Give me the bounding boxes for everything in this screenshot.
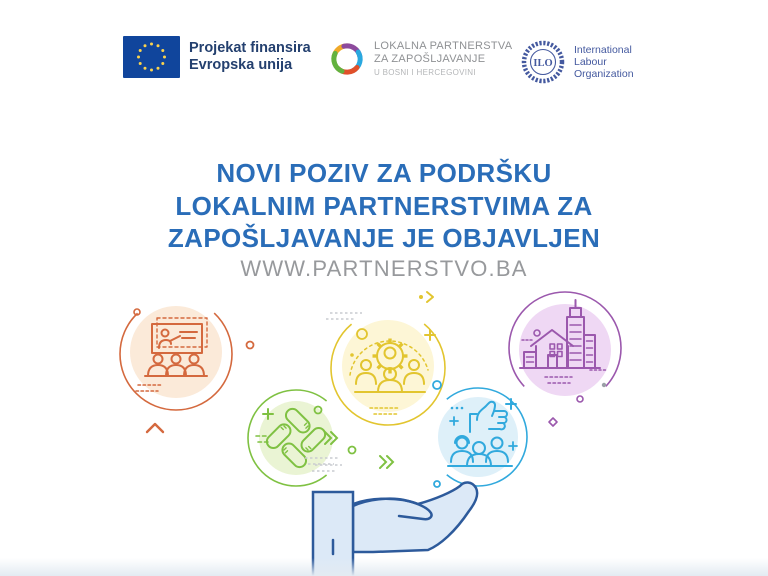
lpz-logo-line1: LOKALNA PARTNERSTVA	[374, 40, 513, 52]
city-buildings-icon	[509, 292, 621, 426]
ilo-emblem-icon	[521, 40, 565, 84]
lpz-logo	[327, 36, 512, 82]
giving-hand-icon	[312, 465, 477, 576]
eu-logo-line2: Evropska unija	[189, 57, 293, 73]
eu-flag-icon	[123, 36, 180, 78]
lpz-star-icon	[327, 36, 367, 82]
teamwork-gear-icon	[326, 292, 445, 425]
lpz-logo-line3: U BOSNI I HERCEGOVINI	[374, 68, 476, 77]
website-url: WWW.PARTNERSTVO.BA	[240, 256, 528, 281]
eu-logo-line1: Projekat finansira	[189, 40, 311, 56]
lpz-logo-line2: ZA ZAPOŠLJAVANJE	[374, 53, 486, 65]
ilo-logo-line2: Labour	[574, 56, 607, 68]
headline-line2: LOKALNIM PARTNERSTVIMA ZA	[175, 190, 593, 221]
thumbs-up-people-icon	[429, 381, 527, 487]
headline-line3: ZAPOŠLJAVANJE JE OBJAVLJEN	[167, 223, 601, 253]
ilo-logo-line3: Organization	[574, 68, 634, 80]
ilo-logo-line1: International	[574, 44, 632, 56]
presentation-training-icon	[120, 298, 254, 432]
ilo-logo	[521, 40, 634, 84]
eu-logo	[123, 36, 311, 78]
headline	[0, 157, 768, 255]
headline-line1: NOVI POZIV ZA PODRŠKU	[216, 158, 552, 188]
ilo-abbr: ILO	[533, 58, 553, 69]
illustration	[0, 280, 768, 576]
